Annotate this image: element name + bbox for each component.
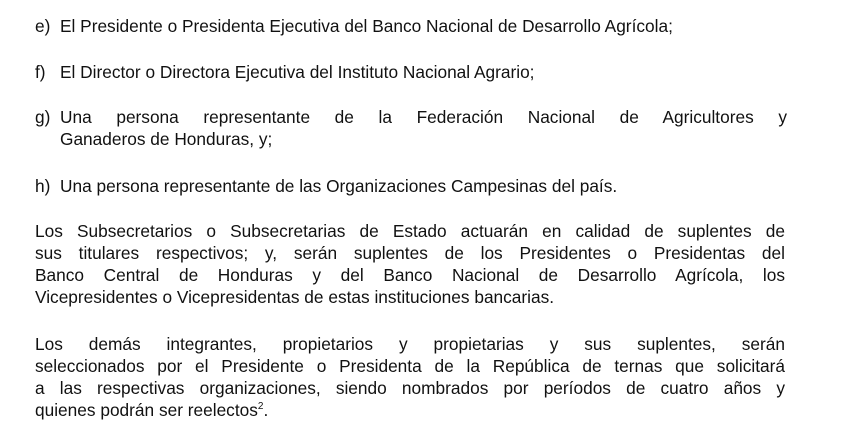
list-item-e	[35, 15, 787, 37]
list-item-text: Una persona representante de las Organizaciones Campesinas del país.	[60, 176, 618, 196]
list-item-h	[35, 175, 787, 197]
text-line: Los demás integrantes, propietarios y propietarias y sus suplentes, serán	[35, 334, 785, 354]
text-line: seleccionados por el Presidente o Presidenta de la República de ternas que solicitará	[35, 356, 785, 376]
text-line: Vicepresidentes o Vicepresidentas de estas instituciones bancarias.	[35, 287, 555, 307]
text-line: Ganaderos de Honduras, y;	[60, 129, 273, 149]
list-marker: e)	[35, 16, 51, 36]
paragraph-substitutes	[35, 220, 785, 308]
list-item-text	[60, 106, 787, 150]
list-marker: h)	[35, 176, 51, 196]
footnote-reference[interactable]: 2	[257, 401, 264, 413]
list-item-f	[35, 61, 787, 83]
list-marker: f)	[35, 62, 46, 82]
text-segment: quienes podrán ser reelectos	[35, 400, 258, 420]
list-marker: g)	[35, 107, 51, 127]
paragraph-members	[35, 333, 785, 421]
text-line: a las respectivas organizaciones, siendo nombrados por períodos de cuatro años y	[35, 378, 785, 398]
list-item-g	[35, 106, 787, 150]
text-line: Banco Central de Honduras y del Banco Nacional de Desarrollo Agrícola, los	[35, 265, 785, 285]
text-line-last	[35, 399, 785, 421]
end-punctuation: .	[263, 400, 269, 420]
list-item-text: El Director o Directora Ejecutiva del Instituto Nacional Agrario;	[60, 62, 535, 82]
text-line: Una persona representante de la Federación Nacional de Agricultores y	[60, 107, 787, 127]
text-line: Los Subsecretarios o Subsecretarias de Estado actuarán en calidad de suplentes de	[35, 221, 785, 241]
text-line: sus titulares respectivos; y, serán suplentes de los Presidentes o Presidentas del	[35, 243, 785, 263]
list-item-text: El Presidente o Presidenta Ejecutiva del Banco Nacional de Desarrollo Agrícola;	[60, 16, 673, 36]
